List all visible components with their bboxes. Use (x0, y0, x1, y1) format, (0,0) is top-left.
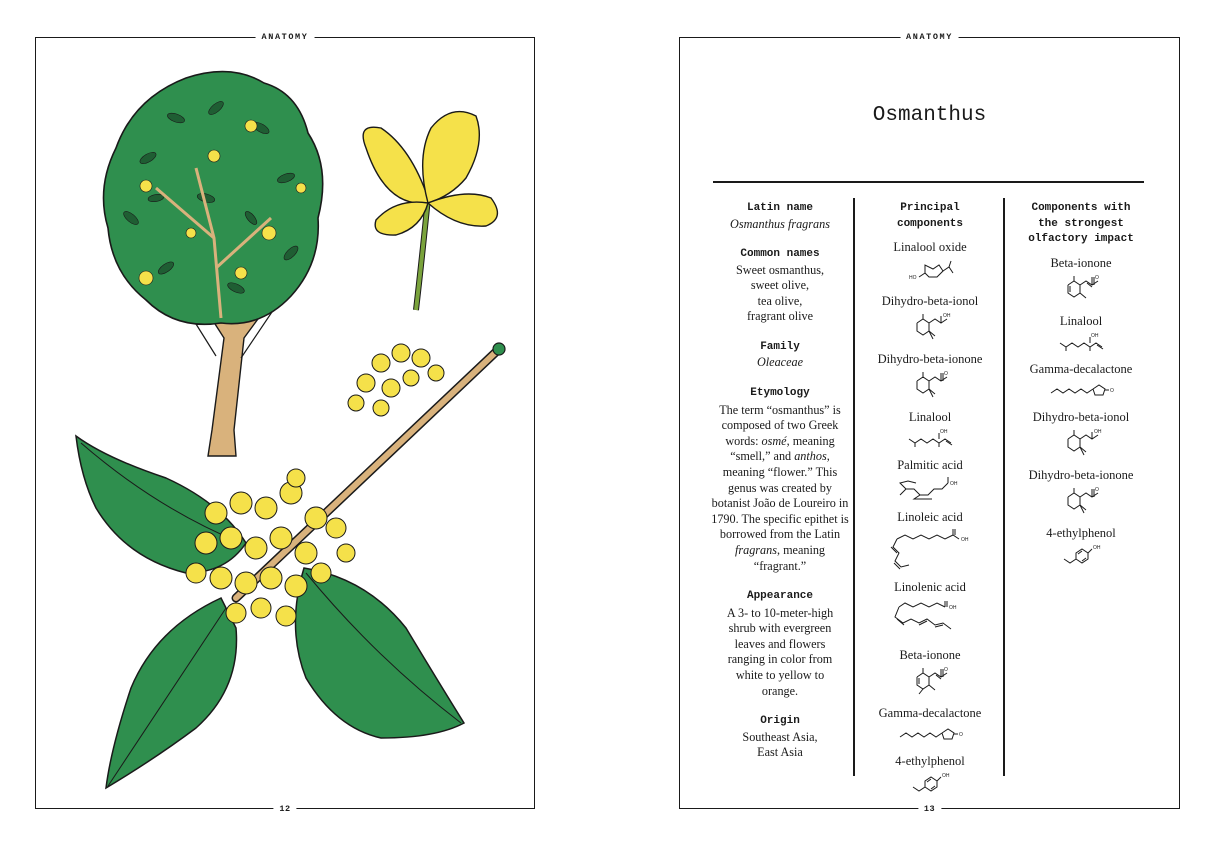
impact-header: olfactory impact (1028, 233, 1134, 245)
impact-header: the strongest (1038, 217, 1124, 230)
common-names-section (708, 247, 852, 325)
component-name: Linalool (1059, 313, 1103, 328)
page-header: ANATOMY (256, 32, 315, 42)
molecule-structure (895, 427, 965, 449)
latin-name-section (708, 201, 852, 232)
atom-label: O (1095, 274, 1099, 281)
atom-label: OH (949, 605, 957, 611)
common-name-line: tea olive, (757, 293, 803, 308)
atom-label: O (1095, 486, 1099, 493)
molecule-structure (885, 597, 975, 639)
single-flower (363, 112, 497, 310)
left-page (35, 32, 535, 814)
atom-label: O (959, 732, 963, 738)
component-name: Palmitic acid (897, 458, 963, 472)
component-item (858, 647, 1002, 697)
page-header: ANATOMY (900, 32, 959, 42)
etymology-part: The term “osmanthus” is composed of two Greek words: (719, 402, 841, 448)
atom-label: OH (950, 481, 958, 487)
molecule-structure (1046, 273, 1116, 305)
atom-label: O (944, 371, 948, 377)
atom-label: OH (942, 773, 950, 779)
latin-name-label: Latin name (746, 202, 813, 214)
common-name-line: sweet olive, (750, 278, 810, 293)
component-item (1008, 255, 1154, 305)
molecule-structure (1046, 427, 1116, 459)
flower-cluster (348, 344, 444, 416)
origin-line: Southeast Asia, (742, 729, 818, 744)
plant-info-column (708, 201, 852, 776)
component-name: 4-ethylphenol (895, 754, 965, 768)
atom-label: OH (1094, 428, 1102, 435)
atom-label: OH (943, 313, 951, 319)
etymology-section (708, 386, 852, 574)
component-name: Beta-ionone (1050, 255, 1112, 270)
molecule-structure (895, 311, 965, 343)
component-item (1008, 409, 1154, 459)
origin-label: Origin (760, 715, 800, 728)
molecule-structure (1041, 379, 1121, 401)
component-item (1008, 361, 1154, 401)
component-item (858, 457, 1002, 501)
origin-section (708, 714, 852, 761)
origin-line: East Asia (757, 745, 803, 760)
molecule-structure (890, 723, 970, 745)
impact-header: Components with (1031, 202, 1131, 214)
principal-header: components (896, 217, 963, 230)
molecule-structure (890, 475, 970, 501)
etymology-part: , meaning “flower.” This genus was created by botanist João de Loureiro in 1790. The specific epithet is borrowed from the Latin (711, 449, 849, 542)
etymology-text (708, 403, 852, 575)
etymology-part: , meaning “fragrant.” (753, 542, 826, 573)
component-item (858, 351, 1002, 401)
component-item (858, 509, 1002, 571)
family-label: Family (760, 340, 800, 353)
atom-label: OH (1093, 544, 1101, 551)
molecule-structure (895, 771, 965, 797)
appearance-label: Appearance (746, 590, 813, 603)
principal-components-column (858, 201, 1002, 805)
page-title: Osmanthus (872, 104, 987, 127)
atom-label: O (944, 667, 948, 673)
column-divider (853, 198, 855, 776)
component-item (858, 753, 1002, 797)
component-name: 4-ethylphenol (1046, 525, 1116, 540)
component-name: Linalool (908, 410, 952, 424)
component-name: Beta-ionone (899, 648, 961, 662)
molecule-structure (1046, 331, 1116, 353)
appearance-section (708, 589, 852, 699)
osmanthus-illustration (36, 38, 533, 807)
component-item (1008, 467, 1154, 517)
family-value: Oleaceae (756, 355, 803, 370)
component-item (858, 705, 1002, 745)
atom-label: OH (961, 537, 969, 543)
etymology-term: anthos (794, 449, 827, 464)
atom-label: HO (909, 275, 917, 281)
page-number: 13 (918, 804, 941, 814)
component-name: Linoleic acid (897, 510, 963, 524)
component-item (1008, 525, 1154, 569)
component-item (858, 409, 1002, 449)
component-item (1008, 313, 1154, 353)
family-section (708, 340, 852, 371)
etymology-part: , meaning “smell,” and (730, 433, 835, 464)
title-divider (713, 181, 1144, 183)
molecule-structure (1046, 485, 1116, 517)
molecule-structure (895, 665, 965, 697)
molecule-structure (895, 369, 965, 401)
common-name-line: fragrant olive (747, 309, 813, 324)
principal-header: Principal (900, 202, 960, 214)
tree-trunk (208, 308, 266, 456)
component-item (858, 579, 1002, 639)
component-name: Dihydro-beta-ionone (1028, 467, 1134, 482)
common-name-line: Sweet osmanthus, (735, 262, 824, 277)
molecule-structure (885, 527, 975, 571)
atom-label: O (1110, 387, 1114, 394)
etymology-label: Etymology (750, 387, 810, 400)
component-item (858, 239, 1002, 285)
component-name: Dihydro-beta-ionol (1032, 409, 1130, 424)
molecule-structure (895, 257, 965, 285)
column-divider (1003, 198, 1005, 776)
component-name: Gamma-decalactone (878, 706, 982, 720)
etymology-term: osmé (761, 433, 787, 448)
component-name: Gamma-decalactone (1029, 361, 1133, 376)
olfactory-impact-column (1008, 201, 1154, 577)
component-name: Dihydro-beta-ionone (877, 352, 983, 366)
molecule-structure (1046, 543, 1116, 569)
component-name: Dihydro-beta-ionol (881, 294, 979, 308)
etymology-term: fragrans (734, 542, 777, 557)
atom-label: OH (940, 429, 948, 435)
atom-label: OH (1091, 332, 1099, 339)
page-number: 12 (273, 804, 296, 814)
component-item (858, 293, 1002, 343)
right-page (679, 32, 1180, 814)
appearance-text: A 3- to 10-meter-high shrub with evergreen leaves and flowers ranging in color from white to yellow to orange. (726, 605, 834, 698)
common-names-label: Common names (740, 248, 820, 261)
component-name: Linalool oxide (893, 240, 967, 254)
component-name: Linolenic acid (894, 580, 966, 594)
latin-name-value: Osmanthus fragrans (730, 216, 830, 231)
